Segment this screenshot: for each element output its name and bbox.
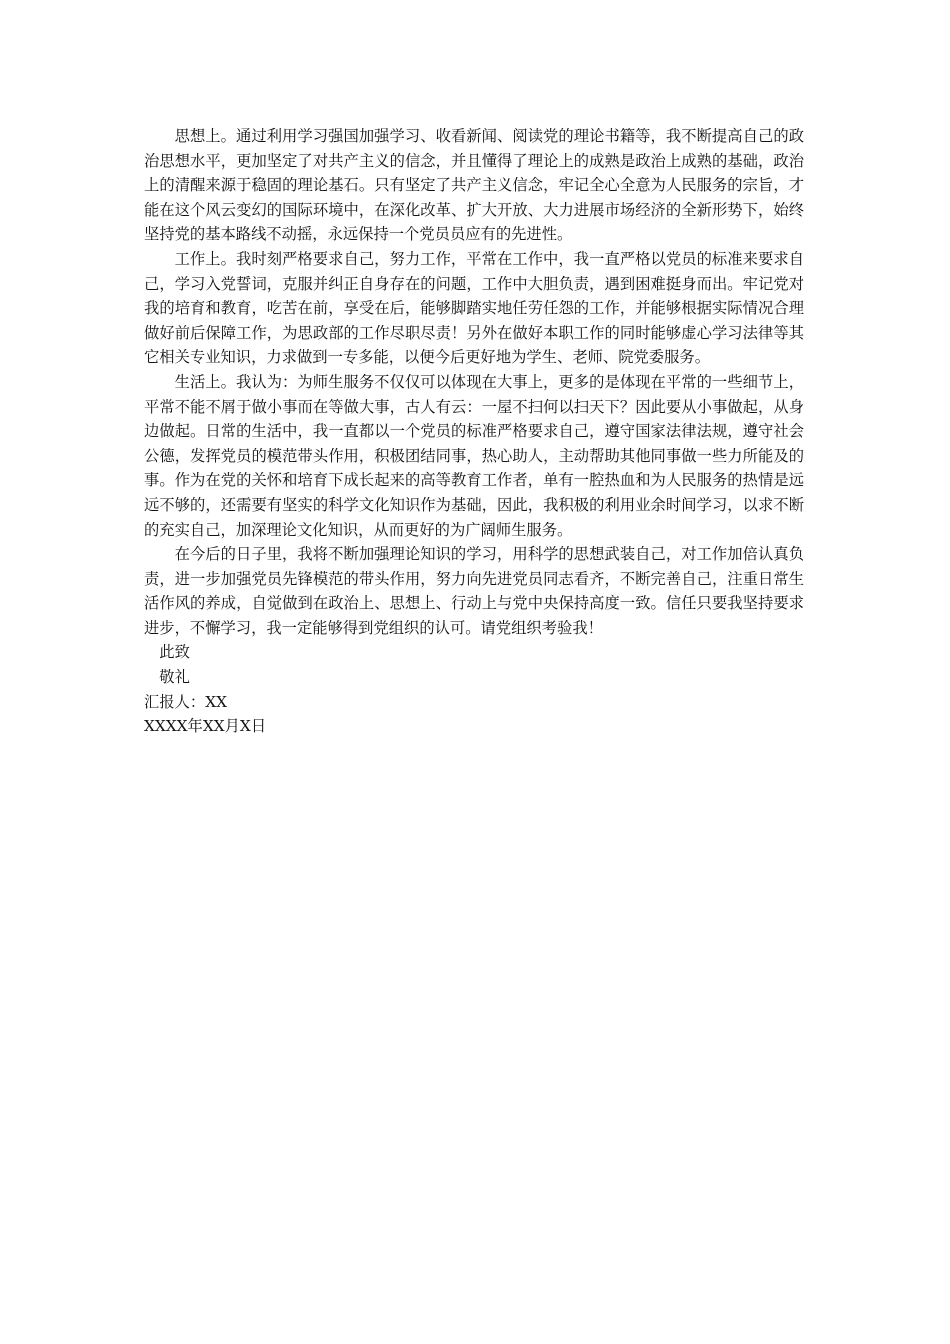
- closing-regards: 敬礼: [159, 668, 190, 687]
- paragraph-life: 生活上。我认为：为师生服务不仅仅可以体现在大事上，更多的是体现在平常的一些细节上，平常不能不屑于做小事而在等做大事，古人有云：一屋不扫何以扫天下？因此要从小事做起，从身边做起。日常的生活中，我一直都以一个党员的标准严格要求自己，遵守国家法律法规，遵守社会公德，发挥党员的模范带头作用，积极团结同事，热心助人，主动帮助其他同事做一些力所能及的事。作为在党的关怀和培育下成长起来的高等教育工作者，单有一腔热血和为人民服务的热情是远远不够的，还需要有坚实的科学文化知识作为基础，因此，我积极的利用业余时间学习，以求不断的充实自己，加深理论文化知识，从而更好的为广阔师生服务。: [144, 372, 804, 539]
- report-date: XXXX年XX月X日: [144, 717, 267, 736]
- document-body: [144, 124, 804, 739]
- reporter-signature: 汇报人：XX: [144, 692, 227, 711]
- paragraph-work: 工作上。我时刻严格要求自己，努力工作，平常在工作中，我一直严格以党员的标准来要求自己，学习入党誓词，克服并纠正自身存在的问题，工作中大胆负责，遇到困难挺身而出。牢记党对我的培育和教育，吃苦在前，享受在后，能够脚踏实地任劳任怨的工作，并能够根据实际情况合理做好前后保障工作，为思政部的工作尽职尽责！另外在做好本职工作的同时能够虚心学习法律等其它相关专业知识，力求做到一专多能，以便今后更好地为学生、老师、院党委服务。: [144, 249, 804, 367]
- closing-salutation: 此致: [159, 643, 190, 662]
- paragraph-future: 在今后的日子里，我将不断加强理论知识的学习，用科学的思想武装自己，对工作加倍认真负责，进一步加强党员先锋模范的带头作用，努力向先进党员同志看齐，不断完善自己，注重日常生活作风的养成，自觉做到在政治上、思想上、行动上与党中央保持高度一致。信任只要我坚持要求进步，不懈学习，我一定能够得到党组织的认可。请党组织考验我！: [144, 545, 804, 637]
- paragraph-ideology: 思想上。通过利用学习强国加强学习、收看新闻、阅读党的理论书籍等，我不断提高自己的政治思想水平，更加坚定了对共产主义的信念，并且懂得了理论上的成熟是政治上成熟的基础，政治上的清醒来源于稳固的理论基石。只有坚定了共产主义信念，牢记全心全意为人民服务的宗旨，才能在这个风云变幻的国际环境中，在深化改革、扩大开放、大力进展市场经济的全新形势下，始终坚持党的基本路线不动摇，永远保持一个党员员应有的先进性。: [144, 127, 804, 244]
